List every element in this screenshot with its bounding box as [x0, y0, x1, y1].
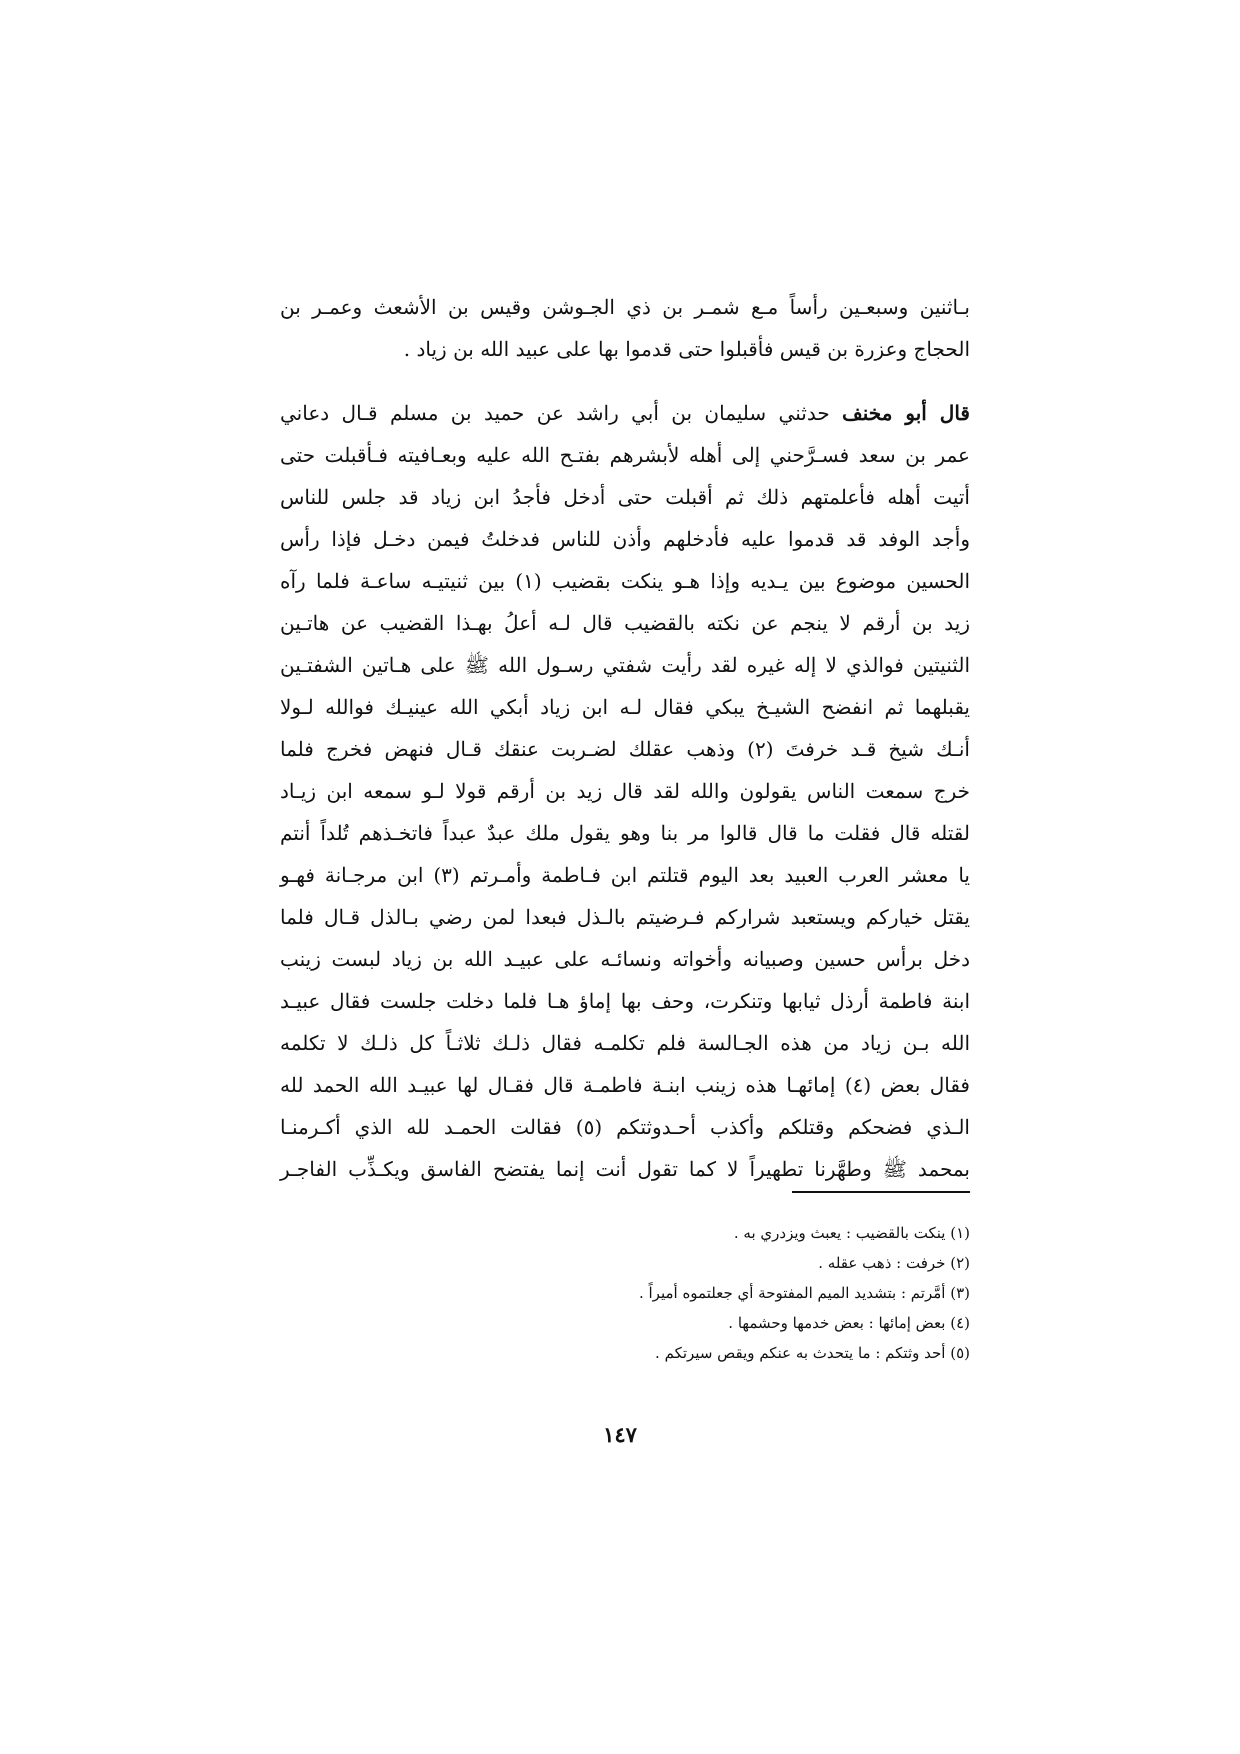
- text-line: خرج سمعت الناس يقولون والله لقد قال زيد بن أرقم قولا لـو سمعه ابن زيـاد: [280, 779, 970, 803]
- text-line: الحجاج وعزرة بن قيس فأقبلوا حتى قدموا بها على عبيد الله بن زياد .: [403, 337, 970, 361]
- footnote: (٢) خرفت : ذهب عقله .: [818, 1254, 970, 1272]
- body-text: [280, 286, 970, 1190]
- footnote: (١) ينكت بالقضيب : يعبث ويزدري به .: [733, 1224, 970, 1242]
- text-line: الحسين موضوع بين يـديه وإذا هـو ينكت بقضيب (١) بين ثنيتيـه ساعـة فلما رآه: [280, 569, 970, 593]
- footnotes: [480, 1218, 970, 1368]
- text-line: الله بـن زياد من هذه الجـالسة فلم تكلمـه فقال ذلـك ثلاثـاً كل ذلـك لا تكلمه: [280, 1031, 970, 1055]
- text-line: بـاثنين وسبعـين رأساً مـع شمـر بن ذي الجـوشن وقيس بن الأشعث وعمـر بن: [280, 295, 970, 319]
- text-segment: حدثني سليمان بن أبي راشد عن حميد بن مسلم قـال دعاني: [280, 401, 843, 425]
- text-line: بمحمد ﷺ وطهَّرنا تطهيراً لا كما تقول أنت إنما يفتضح الفاسق ويكـذِّب الفاجـر: [280, 1157, 970, 1181]
- text-line: أتيت أهله فأعلمتهم ذلك ثم أقبلت حتى أدخل فأجدُ ابن زياد قد جلس للناس: [280, 485, 970, 509]
- footnote: (٣) أمَّرتم : بتشديد الميم المفتوحة أي جعلتموه أميراً .: [638, 1284, 970, 1302]
- text-line: لقتله قال فقلت ما قال قالوا مر بنا وهو يقول ملك عبدٌ عبداً فاتخـذهم تُلداً أنتم: [280, 821, 970, 845]
- page-number: ١٤٧: [603, 1422, 637, 1447]
- footnote-divider: [792, 1191, 970, 1193]
- text-line: الثنيتين فوالذي لا إله غيره لقد رأيت شفتي رسـول الله ﷺ على هـاتين الشفتـين: [280, 653, 970, 677]
- text-line: الـذي فضحكم وقتلكم وأكذب أحـدوثتكم (٥) فقالت الحمـد لله الذي أكـرمنـا: [280, 1115, 970, 1139]
- text-line: [280, 392, 970, 434]
- footnote: (٤) بعض إمائها : بعض خدمها وحشمها .: [728, 1314, 970, 1332]
- narrator-lead: قال أبو مخنف: [842, 401, 970, 425]
- text-line: عمر بن سعد فسـرَّحني إلى أهله لأبشرهم بفتـح الله عليه وبعـافيته فـأقبلت حتى: [280, 443, 970, 467]
- text-line: فقال بعض (٤) إمائهـا هذه زينب ابنـة فاطمـة قال فقـال لها عبيـد الله الحمد لله: [280, 1073, 970, 1097]
- text-line: وأجد الوفد قد قدموا عليه فأدخلهم وأذن للناس فدخلتُ فيمن دخـل فإذا رأس: [280, 527, 970, 551]
- paragraph-continuation: [280, 286, 970, 370]
- text-line: ابنة فاطمة أرذل ثيابها وتنكرت، وحف بها إماؤ هـا فلما دخلت جلست فقال عبيـد: [280, 989, 970, 1013]
- text-line: يقبلهما ثم انفضح الشيـخ يبكي فقال لـه ابن زياد أبكي الله عينيـك فوالله لـولا: [280, 695, 970, 719]
- text-line: يا معشر العرب العبيد بعد اليوم قتلتم ابن فـاطمة وأمـرتم (٣) ابن مرجـانة فهـو: [280, 863, 970, 887]
- footnote: (٥) أحد وثتكم : ما يتحدث به عنكم ويقص سيرتكم .: [655, 1344, 970, 1362]
- text-line: دخل برأس حسين وصبيانه وأخواته ونسائـه على عبيـد الله بن زياد لبست زينب: [280, 947, 970, 971]
- text-line: أنـك شيخ قـد خرفتَ (٢) وذهب عقلك لضـربت عنقك قـال فنهض فخرج فلما: [280, 737, 970, 761]
- text-line: يقتل خياركم ويستعبد شراركم فـرضيتم بالـذل فبعدا لمن رضي بـالذل قـال فلما: [280, 905, 970, 929]
- paragraph-narration: [280, 392, 970, 1190]
- paragraph-gap: [280, 370, 970, 392]
- text-line: زيد بن أرقم لا ينجم عن نكته بالقضيب قال لـه أعلُ بهـذا القضيب عن هاتـين: [280, 611, 970, 635]
